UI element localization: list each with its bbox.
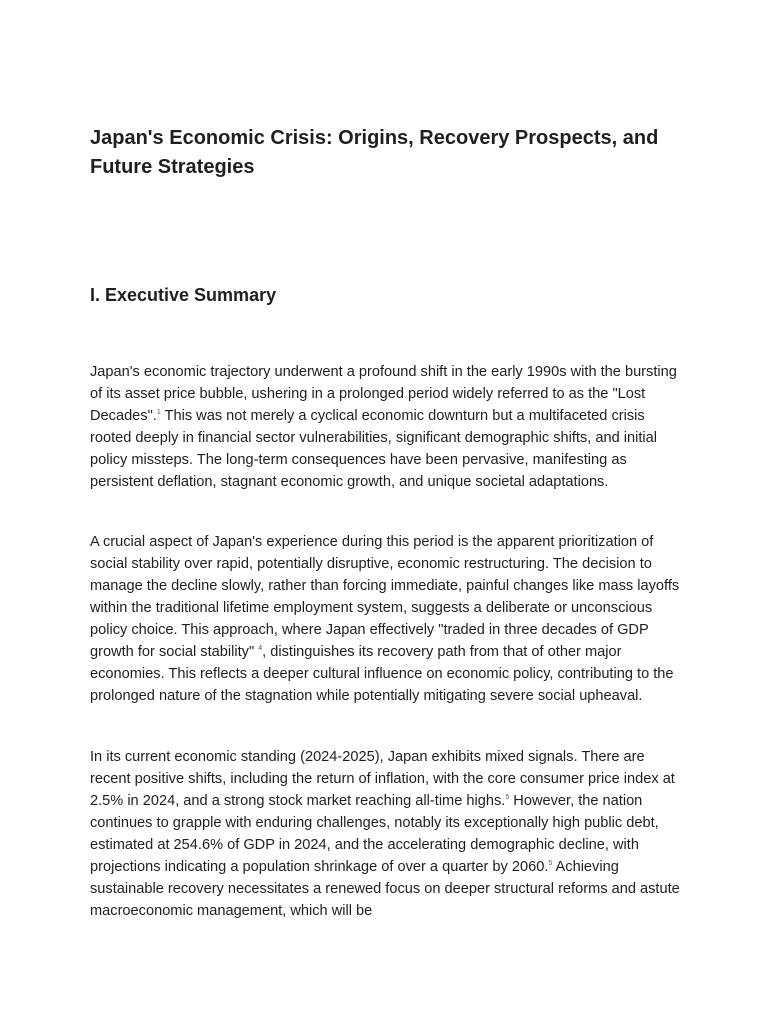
footnote-reference[interactable]: 5 <box>505 794 510 802</box>
paragraph-text: A crucial aspect of Japan's experience during this period is the apparent prioritization of social stability over rapid, potentially disruptive, economic restructuring. The decision to manage the decline slowly, rather than forcing immediate, painful changes like mass layoffs within the traditional lifetime employment system, suggests a deliberate or unconscious policy choice. This approach, where Japan effectively "traded in three decades of GDP growth for social stability" <box>90 534 680 660</box>
paragraph <box>90 531 680 707</box>
paragraph-text: Achieving sustainable recovery necessitates a renewed focus on deeper structural reforms and astute macroeconomic management, which will be <box>90 859 680 919</box>
section-heading-executive-summary: I. Executive Summary <box>90 285 277 305</box>
paragraph <box>90 361 680 493</box>
footnote-reference[interactable]: 4 <box>258 645 263 653</box>
document-title: Japan's Economic Crisis: Origins, Recovery Prospects, and Future Strategies <box>90 127 659 178</box>
paragraph-text: In its current economic standing (2024-2025), Japan exhibits mixed signals. There are recent positive shifts, including the return of inflation, with the core consumer price index at 2.5% in 2024, and a strong stock market reaching all-time highs. <box>90 749 675 809</box>
paragraph-text: Japan's economic trajectory underwent a profound shift in the early 1990s with the bursting of its asset price bubble, ushering in a prolonged period widely referred to as the "Lost Decades". <box>90 364 677 424</box>
paragraph <box>90 746 680 922</box>
paragraph-text: However, the nation continues to grapple with enduring challenges, notably its exceptionally high public debt, estimated at 254.6% of GDP in 2024, and the accelerating demographic decline, with projections indicating a population shrinkage of over a quarter by 2060. <box>90 793 659 875</box>
footnote-reference[interactable]: 5 <box>548 860 553 868</box>
paragraph-text: , distinguishes its recovery path from that of other major economies. This reflects a deeper cultural influence on economic policy, contributing to the prolonged nature of the stagnation while potentially mitigating severe social upheaval. <box>90 644 674 704</box>
paragraph-text: This was not merely a cyclical economic downturn but a multifaceted crisis rooted deeply in financial sector vulnerabilities, significant demographic shifts, and initial policy missteps. The long-term consequences have been pervasive, manifesting as persistent deflation, stagnant economic growth, and unique societal adaptations. <box>90 408 658 490</box>
footnote-reference[interactable]: 1 <box>156 409 161 417</box>
